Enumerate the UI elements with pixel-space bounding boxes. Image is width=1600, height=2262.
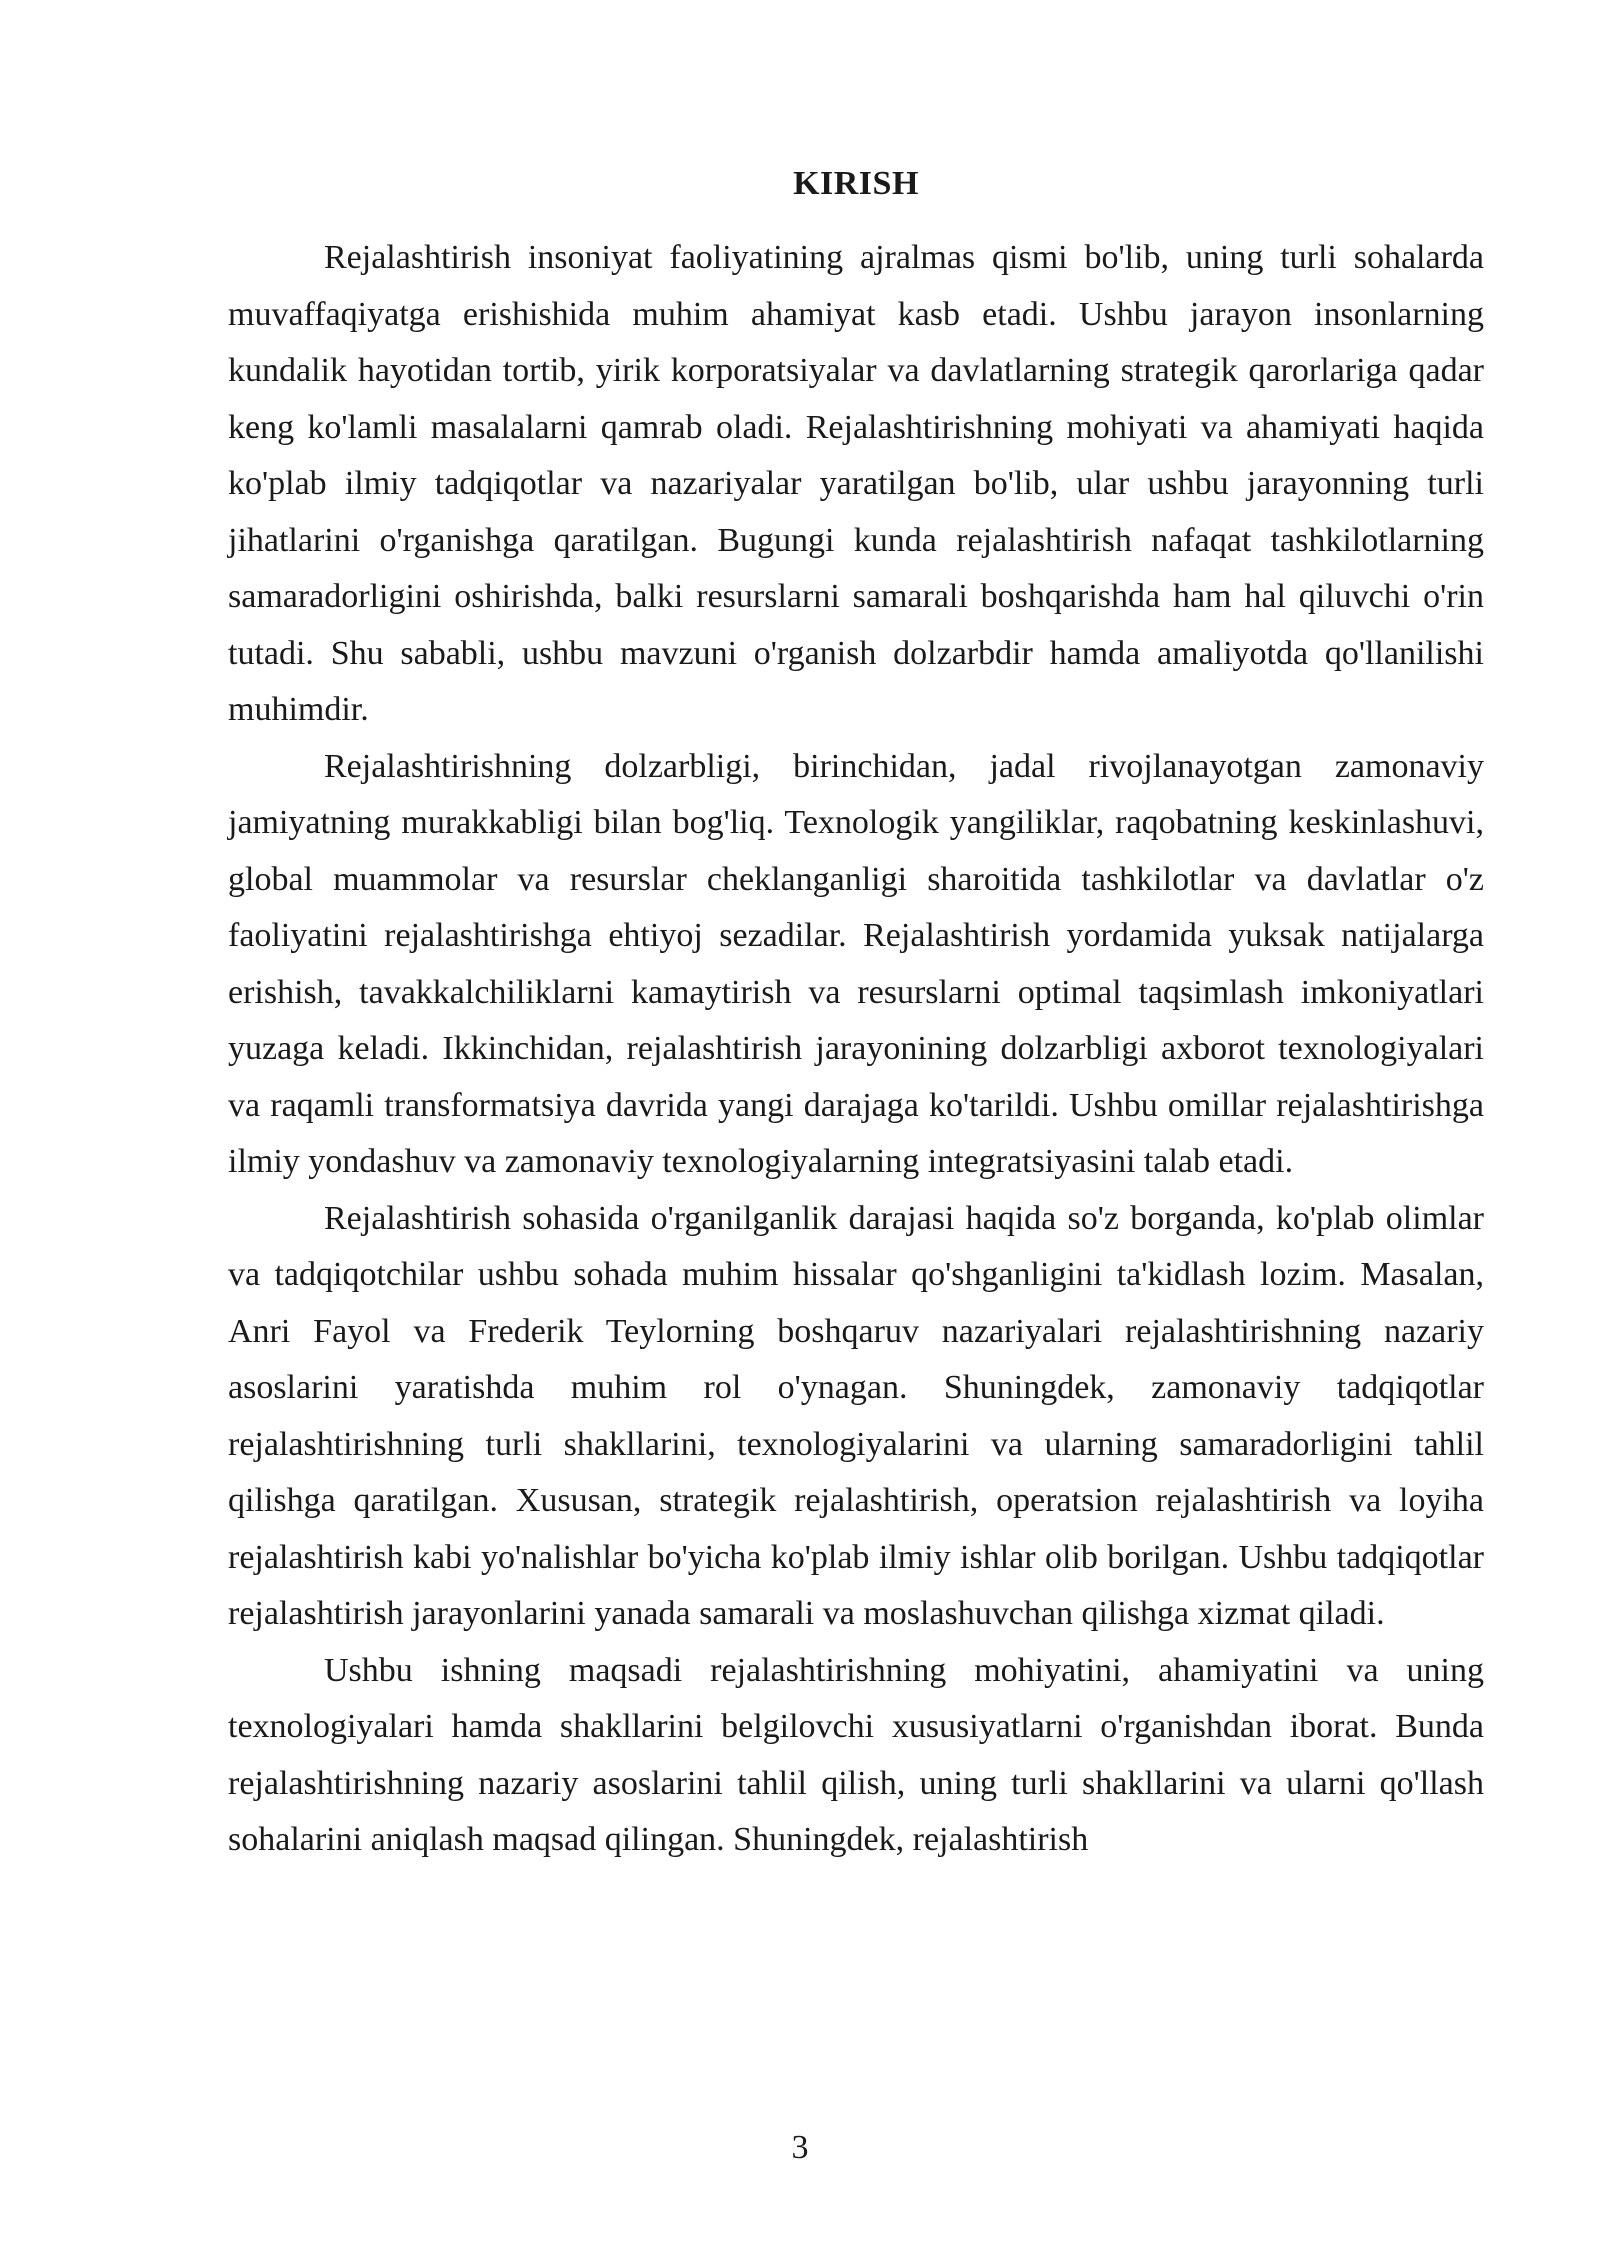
section-title: KIRISH bbox=[793, 165, 919, 202]
page-number: 3 bbox=[791, 2129, 809, 2166]
document-page bbox=[228, 160, 1484, 1869]
paragraph-research-level: Rejalashtirish sohasida o'rganilganlik darajasi haqida so'z borganda, ko'plab olimlar va tadqiqotchilar ushbu sohada muhim hissalar qo'shganligini ta'kidlash lozim. Masalan, Anri Fayol va Frederik Teylorning boshqaruv nazariyalari rejalashtirishning nazariy asoslarini yaratishda muhim rol o'ynagan. Shuningdek, zamonaviy tadqiqotlar rejalashtirishning turli shakllarini, texnologiyalarini va ularning samaradorligini tahlil qilishga qaratilgan. Xususan, strategik rejalashtirish, operatsion rejalashtirish va loyiha rejalashtirish kabi yo'nalishlar bo'yicha ko'plab ilmiy ishlar olib borilgan. Ushbu tadqiqotlar rejalashtirish jarayonlarini yanada samarali va moslashuvchan qilishga xizmat qiladi. bbox=[228, 1199, 1484, 1632]
paragraph-goal: Ushbu ishning maqsadi rejalashtirishning mohiyatini, ahamiyatini va uning texnologiyalari hamda shakllarini belgilovchi xususiyatlarni o'rganishdan iborat. Bunda rejalashtirishning nazariy asoslarini tahlil qilish, uning turli shakllarini va ularni qo'llash sohalarini aniqlash maqsad qilingan. Shuningdek, rejalashtirish bbox=[228, 1651, 1484, 1858]
paragraph-relevance: Rejalashtirishning dolzarbligi, birinchidan, jadal rivojlanayotgan zamonaviy jamiyatning murakkabligi bilan bog'liq. Texnologik yangiliklar, raqobatning keskinlashuvi, global muammolar va resurslar cheklanganligi sharoitida tashkilotlar va davlatlar o'z faoliyatini rejalashtirishga ehtiyoj sezadilar. Rejalashtirish yordamida yuksak natijalarga erishish, tavakkalchiliklarni kamaytirish va resurslarni optimal taqsimlash imkoniyatlari yuzaga keladi. Ikkinchidan, rejalashtirish jarayonining dolzarbligi axborot texnologiyalari va raqamli transformatsiya davrida yangi darajaga ko'tarildi. Ushbu omillar rejalashtirishga ilmiy yondashuv va zamonaviy texnologiyalarning integratsiyasini talab etadi. bbox=[228, 747, 1484, 1180]
paragraph-intro: Rejalashtirish insoniyat faoliyatining ajralmas qismi bo'lib, uning turli sohalarda muvaffaqiyatga erishishida muhim ahamiyat kasb etadi. Ushbu jarayon insonlarning kundalik hayotidan tortib, yirik korporatsiyalar va davlatlarning strategik qarorlariga qadar keng ko'lamli masalalarni qamrab oladi. Rejalashtirishning mohiyati va ahamiyati haqida ko'plab ilmiy tadqiqotlar va nazariyalar yaratilgan bo'lib, ular ushbu jarayonning turli jihatlarini o'rganishga qaratilgan. Bugungi kunda rejalashtirish nafaqat tashkilotlarning samaradorligini oshirishda, balki resurslarni samarali boshqarishda ham hal qiluvchi o'rin tutadi. Shu sababli, ushbu mavzuni o'rganish dolzarbdir hamda amaliyotda qo'llanilishi muhimdir. bbox=[228, 239, 1484, 728]
